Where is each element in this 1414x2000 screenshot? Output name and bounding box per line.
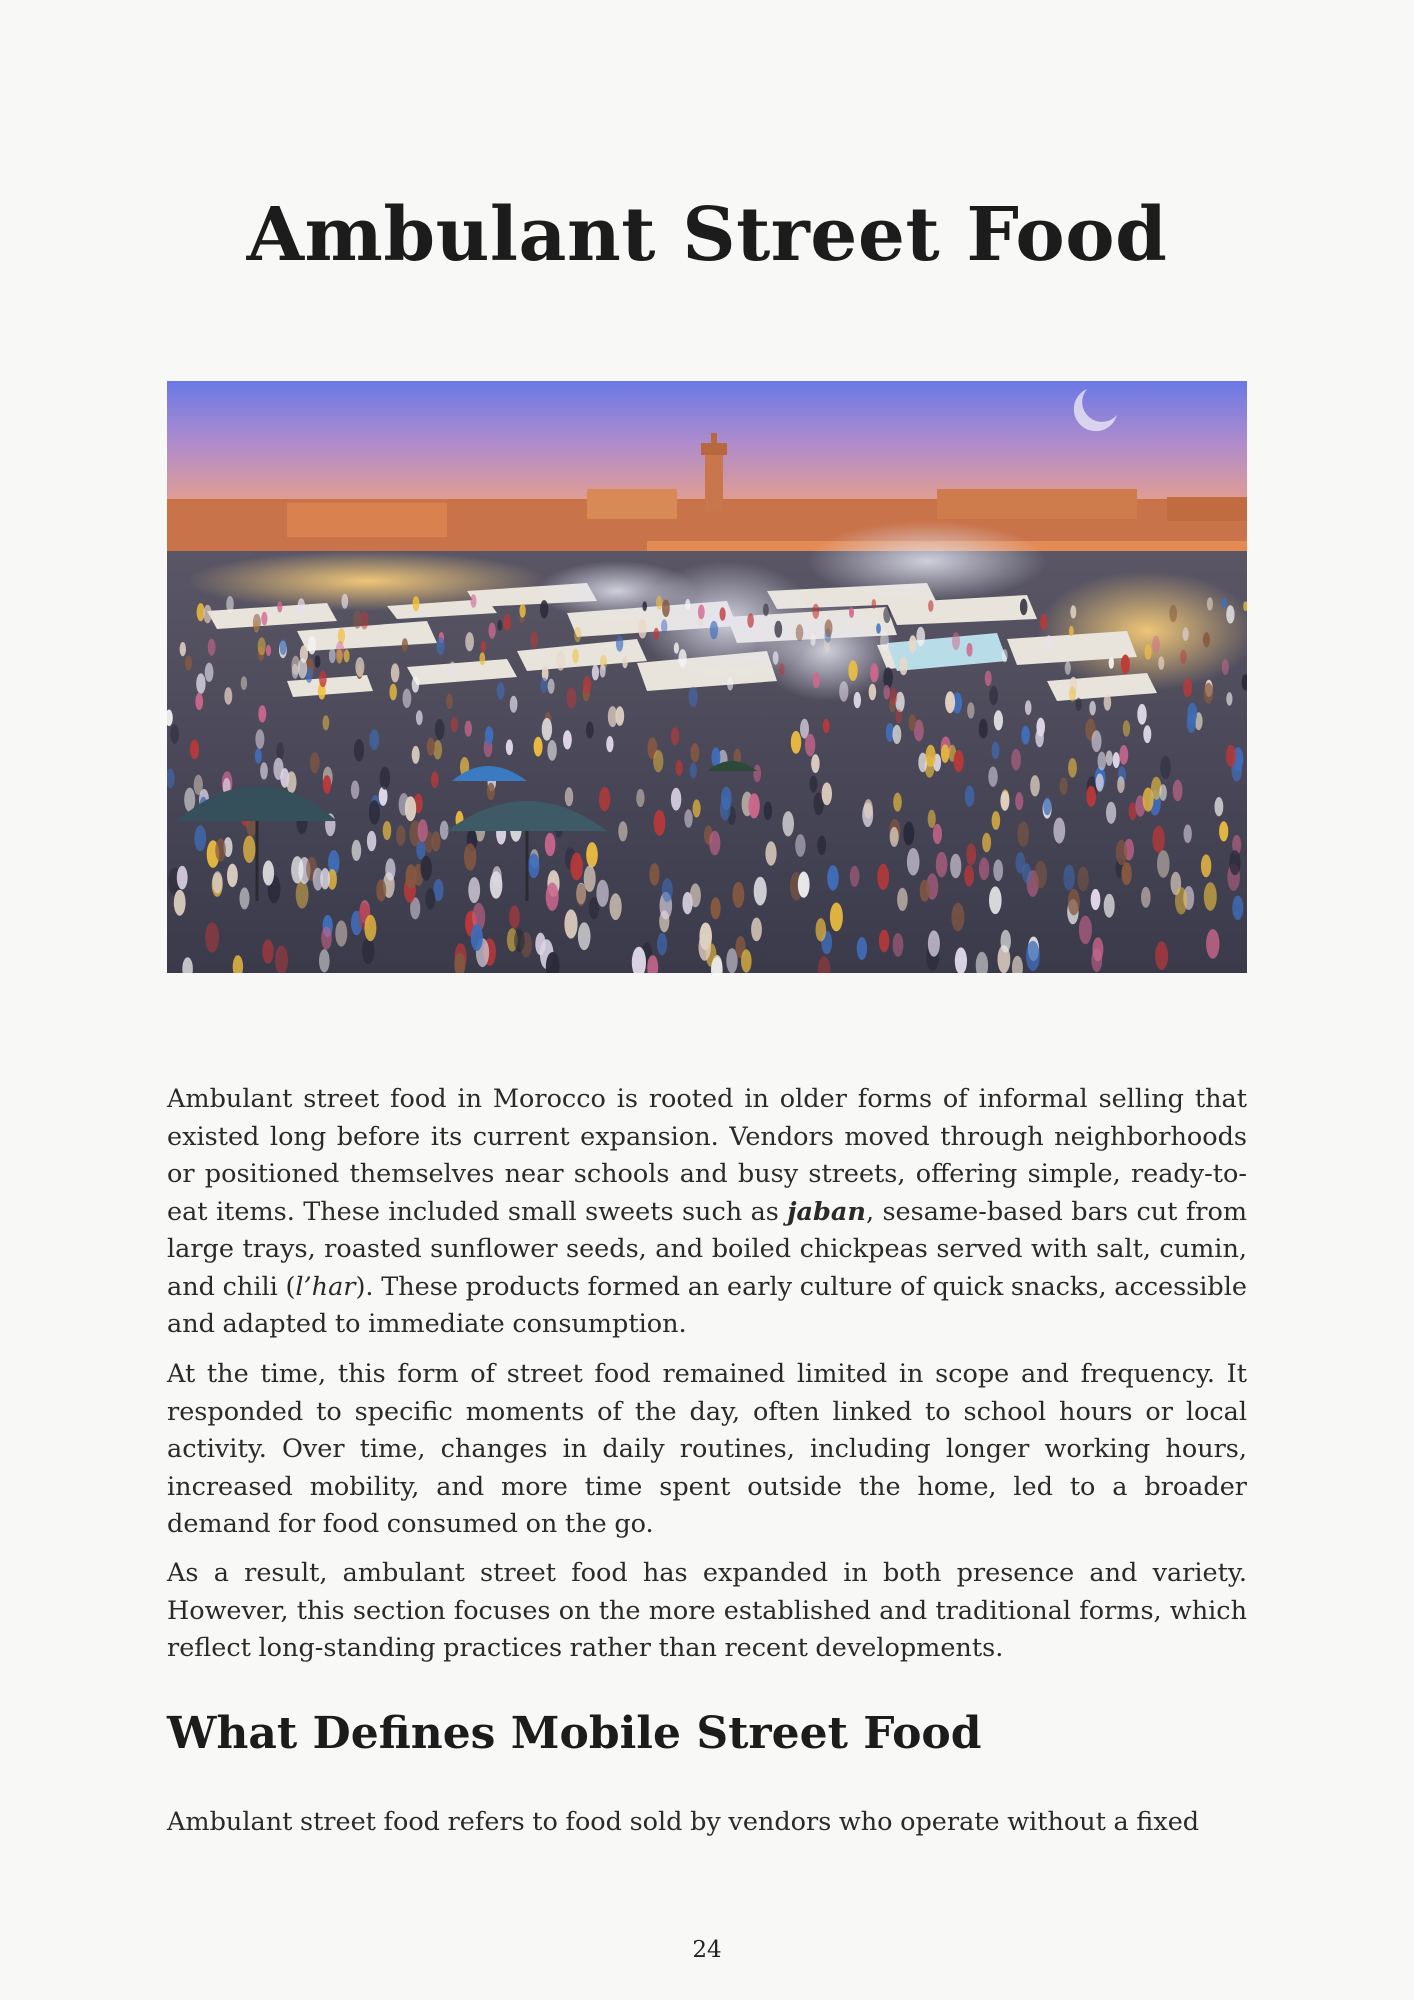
intro-paragraph-3: As a result, ambulant street food has expanded in both presence and variety. However, this section focuses on the more established and traditional forms, which reflect long-standing practices rather than recent developments. bbox=[167, 1558, 1247, 1663]
section-heading: What Defines Mobile Street Food bbox=[167, 1708, 982, 1759]
term-lhar: l’har bbox=[295, 1271, 356, 1302]
market-photo bbox=[167, 381, 1247, 973]
page-title: Ambulant Street Food bbox=[246, 192, 1168, 278]
intro-p1-text-c: ). These products formed an early culture of quick snacks, accessible and adapted to immediate consumption. bbox=[167, 1271, 1247, 1339]
intro-paragraph-2: At the time, this form of street food remained limited in scope and frequency. It responded to specific moments of the day, often linked to school hours or local activity. Over time, changes in daily routines, including longer working hours, increased mobility, and more time spent outside the home, led to a broader demand for food consumed on the go. bbox=[167, 1359, 1247, 1539]
section-paragraph-1: Ambulant street food refers to food sold by vendors who operate without a fixed bbox=[167, 1807, 1200, 1837]
page-number: 24 bbox=[692, 1937, 722, 1963]
intro-p1-text-b: , sesame-based bars cut from large trays, roasted sunflower seeds, and boiled chickpeas served with salt, cumin, and chili ( bbox=[167, 1196, 1248, 1302]
intro-p1-text-a: Ambulant street food in Morocco is rooted in older forms of informal selling that existed long before its current expansion. Vendors moved through neighborhoods or positioned themselves near schools and busy streets, offering simple, ready-to-eat items. These included small sweets such as bbox=[167, 1084, 1247, 1227]
term-jaban: jaban bbox=[787, 1196, 866, 1227]
intro-paragraph-1 bbox=[167, 1081, 1247, 1344]
